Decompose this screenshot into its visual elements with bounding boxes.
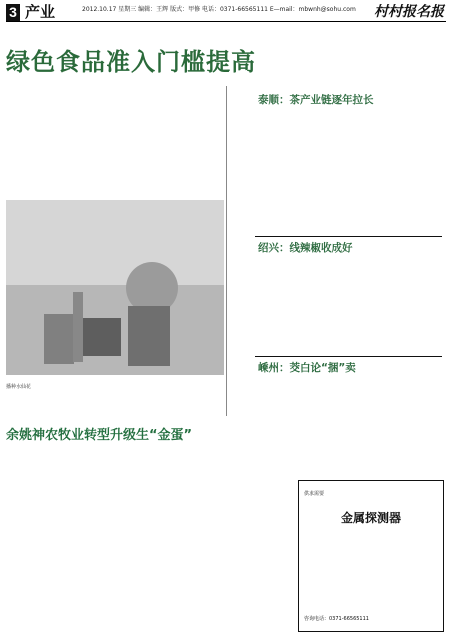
- ad-note: 供求需要: [304, 491, 325, 497]
- bottom-column-4: [225, 448, 294, 632]
- photo-caption: 播种水仙花: [6, 384, 32, 390]
- bottom-column-2: [79, 448, 148, 632]
- divider-h1: [255, 236, 442, 237]
- ad-title: 金属探测器: [340, 511, 401, 525]
- sidebar-column-4: [346, 260, 442, 350]
- headline-main: 绿色食品准入门槛提高: [6, 48, 256, 76]
- section-title: 产业: [25, 3, 56, 21]
- sidebar-column-6: [346, 380, 442, 466]
- ad-block: [298, 480, 444, 632]
- top-bar: [6, 4, 446, 22]
- meta-line: 2012.10.17 星期三 编辑：王辉 版式：甲修 电话：0371-66565111 E—mail：mbwnh@sohu.com: [82, 6, 356, 13]
- ad-contact: 咨询电话：0371-66565111: [304, 616, 369, 622]
- sidebar-headline-1: 泰顺：茶产业链逐年拉长: [258, 94, 374, 106]
- sidebar-headline-2: 绍兴：线辣椒收成好: [258, 242, 353, 254]
- divider-h2: [255, 356, 442, 357]
- photo: [6, 200, 224, 375]
- bottom-headline: 余姚神农牧业转型升级生“金蛋”: [6, 428, 193, 443]
- sidebar-column-2: [346, 110, 442, 236]
- sidebar-headline-3: 嵊州：茭白论“捆”卖: [258, 362, 356, 374]
- sidebar-column-1: [258, 110, 342, 236]
- main-column-3: [152, 86, 221, 190]
- sidebar-column-3: [258, 260, 342, 350]
- newspaper-logo: 村村报名报: [374, 4, 444, 20]
- divider-vertical: [226, 86, 227, 416]
- bottom-column-3: [152, 448, 221, 632]
- page-number: 3: [6, 4, 20, 21]
- bottom-column-1: [6, 448, 75, 632]
- main-column-1: [6, 86, 75, 190]
- main-column-2: [79, 86, 148, 190]
